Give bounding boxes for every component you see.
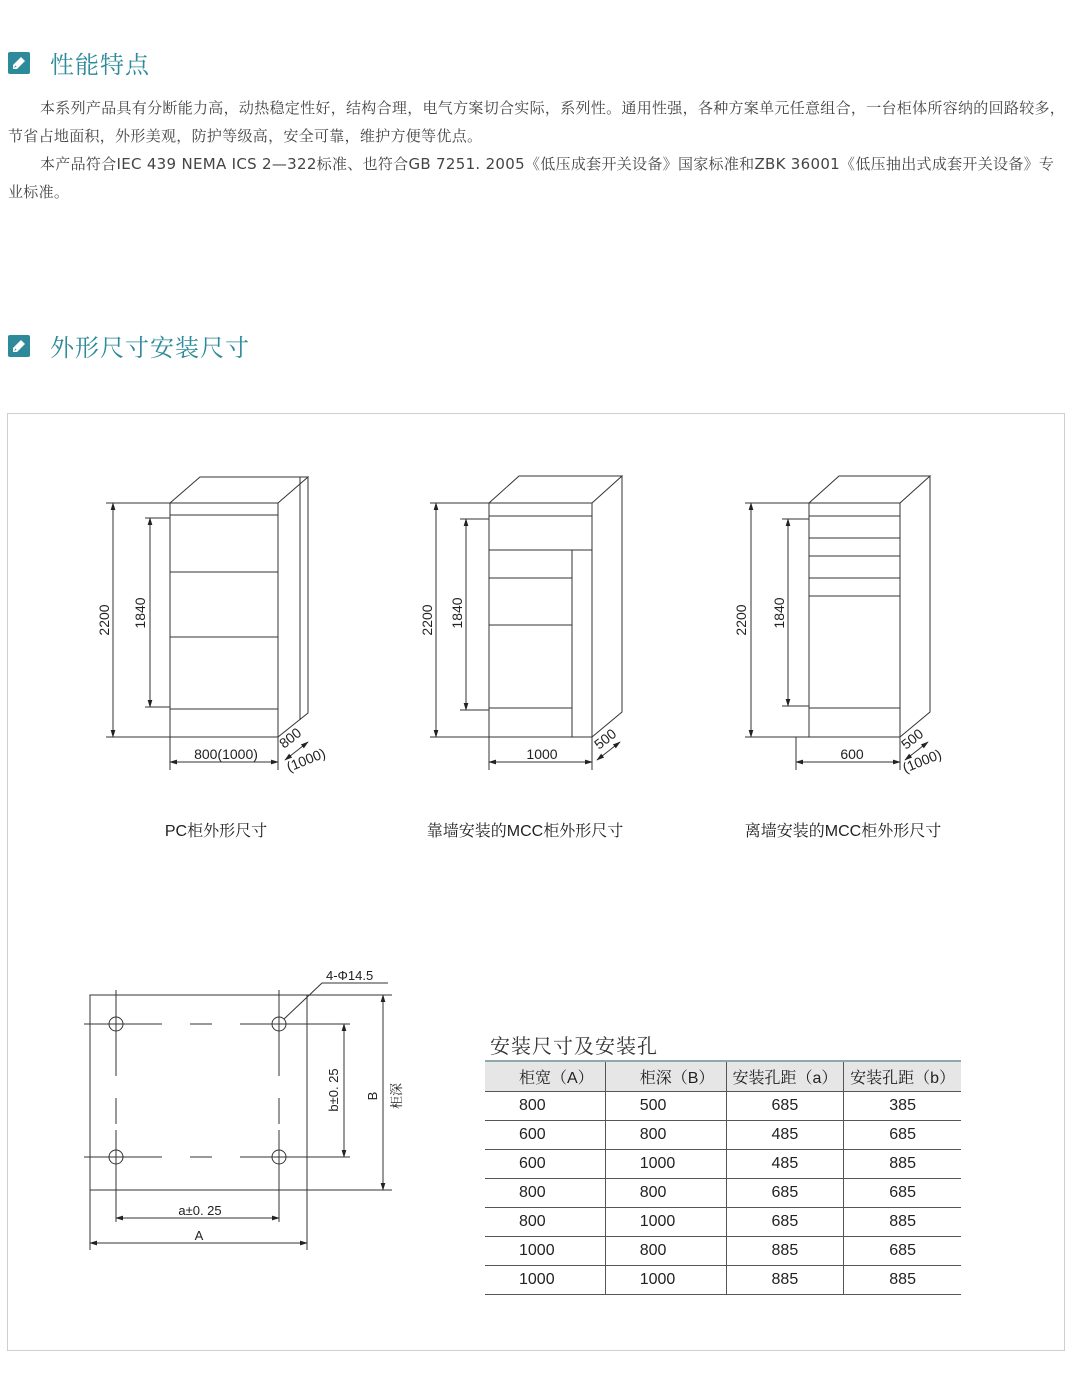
mounting-plan-drawing [84,983,392,1250]
features-title: 性能特点 [50,51,150,79]
header-hole-a: 安装孔距（a） [726,1061,844,1092]
cell: 885 [844,1208,961,1237]
cell: 685 [844,1121,961,1150]
mcc-offwall-inner-height-label: 1840 [771,597,787,629]
A-label: A [194,1228,204,1243]
pc-width-label: 800(1000) [194,746,258,762]
cell: 1000 [485,1266,605,1295]
cell: 800 [605,1121,726,1150]
mcc-offwall-depth-alt-label: (1000) [900,745,944,776]
dimensions-title: 外形尺寸安装尺寸 [50,334,250,362]
cell: 685 [726,1092,844,1121]
table-row [485,1266,961,1295]
cell: 885 [726,1266,844,1295]
pc-depth-label: 800 [275,724,305,752]
cell: 485 [726,1121,844,1150]
cell: 885 [844,1266,961,1295]
cell: 800 [485,1092,605,1121]
a-tolerance-label: a±0. 25 [178,1203,222,1218]
cell: 485 [726,1150,844,1179]
header-hole-b: 安装孔距（b） [844,1061,961,1092]
cell: 600 [485,1150,605,1179]
cell: 685 [844,1237,961,1266]
mcc-wall-width-label: 1000 [526,746,558,762]
mcc-wall-inner-height-label: 1840 [449,597,465,629]
table-row [485,1237,961,1266]
mcc-offwall-width-label: 600 [840,746,864,762]
features-paragraph-2: 本产品符合IEC 439 NEMA ICS 2—322标准、也符合GB 7251. 2005《低压成套开关设备》国家标准和ZBK 36001《低压抽出式成套开关设备》专业标准。 [8,155,1055,201]
table-row [485,1092,961,1121]
cell: 800 [605,1179,726,1208]
table-row [485,1208,961,1237]
B-label: B [365,1091,380,1101]
cell: 1000 [605,1266,726,1295]
table-title: 安装尺寸及安装孔 [490,1034,658,1058]
cell: 385 [844,1092,961,1121]
cell: 1000 [485,1237,605,1266]
mcc-offwall-height-label: 2200 [733,604,749,636]
cell: 800 [485,1208,605,1237]
cell: 800 [605,1237,726,1266]
mcc-offwall-depth-label: 500 [897,725,927,753]
cell: 885 [726,1237,844,1266]
table-row [485,1121,961,1150]
table-header-row [485,1061,961,1092]
pc-inner-height-label: 1840 [132,597,148,629]
depth-label: 柜深 [389,1082,404,1110]
cell: 500 [605,1092,726,1121]
cell: 685 [726,1179,844,1208]
mcc-wall-height-label: 2200 [419,604,435,636]
cell: 885 [844,1150,961,1179]
header-width: 柜宽（A） [485,1061,605,1092]
mcc-wall-depth-label: 500 [590,725,620,753]
header-depth: 柜深（B） [605,1061,726,1092]
mcc-wall-caption: 靠墙安装的MCC柜外形尺寸 [426,823,624,840]
cell: 685 [726,1208,844,1237]
pc-height-label: 2200 [96,604,112,636]
pc-caption: PC柜外形尺寸 [164,823,268,840]
cell: 685 [844,1179,961,1208]
features-paragraph-1: 本系列产品具有分断能力高，动热稳定性好，结构合理，电气方案切合实际，系列性。通用性强，各种方案单元任意组合，一台柜体所容纳的回路较多，节省占地面积，外形美观，防护等级高，安全可靠，维护方便等优点。 [8,99,1066,145]
cell: 1000 [605,1150,726,1179]
mcc-offwall-caption: 离墙安装的MCC柜外形尺寸 [744,823,942,840]
cell: 800 [485,1179,605,1208]
b-tolerance-label: b±0. 25 [326,1068,341,1112]
cell: 600 [485,1121,605,1150]
table-row [485,1179,961,1208]
hole-spec-label: 4-Φ14.5 [326,968,374,983]
cell: 1000 [605,1208,726,1237]
table-row [485,1150,961,1179]
mounting-spec-table [485,1060,961,1295]
pc-depth-alt-label: (1000) [284,744,328,775]
